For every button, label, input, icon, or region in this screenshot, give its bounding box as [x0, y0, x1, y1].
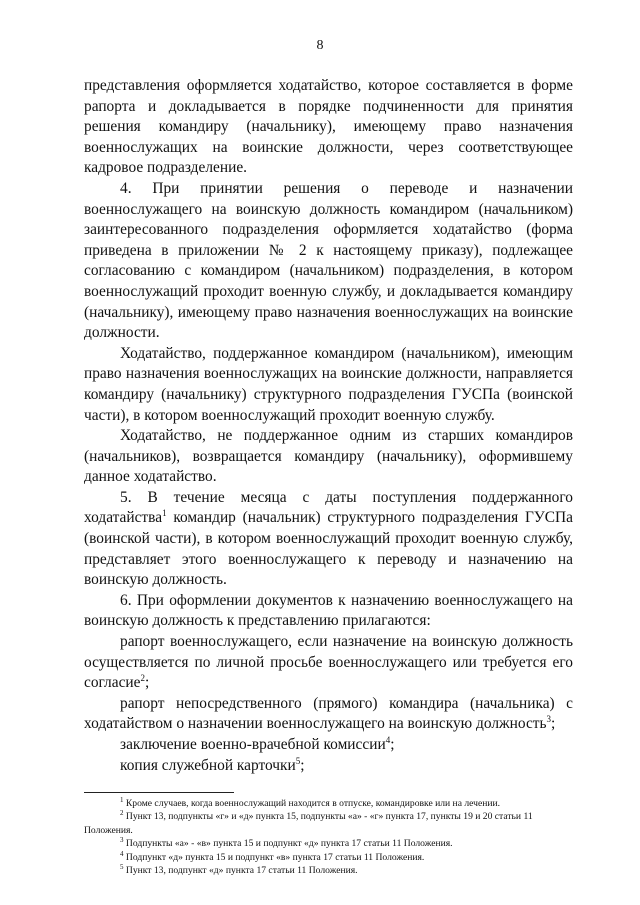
- paragraph: [84, 179, 573, 344]
- paragraph-text-tail: ;: [390, 736, 395, 753]
- page-number: 8: [316, 38, 324, 53]
- paragraph-text: рапорт непосредственного (прямого) командира (начальника) с ходатайством о назначении военнослужащего на воинскую должность: [84, 694, 573, 733]
- footnote: [84, 864, 573, 877]
- paragraph-text: заключение военно-врачебной комиссии: [120, 736, 386, 753]
- footnote-ref: 3: [546, 714, 552, 725]
- footnote-number: 4: [120, 849, 124, 858]
- paragraph: [84, 488, 573, 591]
- paragraph-text-tail: ;: [551, 715, 556, 733]
- footnote-text: Подпункт «д» пункта 15 и подпункт «в» пункта 17 статьи 11 Положения.: [123, 851, 425, 863]
- paragraph-text: 4. При принятии решения о переводе и назначении военнослужащего на воинскую должность командиром (начальником) заинтересованного подразделения оформляется ходатайство (форма приведена в приложении № 2 к настоящему приказу), подлежащее согласованию с командиром (начальником) подразделения, в котором военнослужащий проходит военную службу, и докладывается командиру (начальнику), имеющему право назначения военнослужащих на воинские должности.: [84, 179, 573, 342]
- footnote: [84, 797, 573, 810]
- footnote: [84, 810, 573, 837]
- paragraph: [84, 426, 573, 488]
- footnote-text: Пункт 13, подпункты «г» и «д» пункта 15, подпункты «а» - «г» пункта 17, пункты 19 и 20 статьи 11 Положения.: [84, 811, 533, 836]
- footnote-text: Кроме случаев, когда военнослужащий находится в отпуске, командировке или на лечении.: [123, 798, 501, 809]
- footnote-number: 5: [120, 862, 124, 871]
- paragraph-text: копия служебной карточки: [120, 756, 296, 774]
- paragraph-text: рапорт военнослужащего, если назначение на воинскую должность осуществляется по личной просьбе военнослужащего или требуется его согласие: [84, 633, 573, 692]
- paragraph-text: Ходатайство, поддержанное командиром (начальником), имеющим право назначения военнослужащих на воинские должности, направляется командиру (начальнику) структурного подразделения ГУСПа (воинской части), в котором военнослужащий проходит военную службу.: [84, 344, 573, 424]
- footnote: [84, 851, 573, 864]
- footnote-number: 1: [120, 795, 124, 804]
- paragraph-text-tail: командир (начальник) структурного подразделения ГУСПа (воинской части), в котором военнослужащий проходит военную службу, представляет этого военнослужащего к переводу и назначению на воинскую должность.: [84, 509, 573, 589]
- paragraph: [84, 694, 573, 735]
- footnote-number: 3: [120, 836, 124, 845]
- footnote: [84, 837, 573, 850]
- paragraph: [84, 344, 573, 426]
- footnote-text: Пункт 13, подпункт «д» пункта 17 статьи 11 Положения.: [123, 865, 358, 877]
- paragraph-text: 6. При оформлении документов к назначению военнослужащего на воинскую должность к представлению прилагаются:: [84, 591, 573, 630]
- footnote-ref: 5: [295, 755, 301, 766]
- body-text: [84, 76, 573, 776]
- paragraph-text-tail: ;: [144, 674, 150, 692]
- paragraph: [84, 756, 573, 777]
- paragraph: [84, 632, 573, 694]
- footnote-divider: [84, 792, 234, 793]
- footnotes: [84, 797, 573, 877]
- footnote-number: 2: [120, 809, 124, 818]
- footnote-text: Подпункты «а» - «в» пункта 15 и подпункт «д» пункта 17 статьи 11 Положения.: [123, 838, 453, 850]
- paragraph: [84, 591, 573, 632]
- paragraph-text-tail: ;: [300, 756, 305, 774]
- paragraph: [84, 735, 573, 756]
- footnote-ref: 2: [140, 673, 145, 684]
- footnote-ref: 4: [385, 734, 391, 745]
- paragraph-text: представления оформляется ходатайство, которое составляется в форме рапорта и докладывается в порядке подчиненности для принятия решения командиру (начальнику), имеющему право назначения военнослужащих на воинские должности, через соответствующее кадровое подразделение.: [84, 77, 573, 177]
- footnote-ref: 1: [162, 508, 167, 519]
- paragraph-text: 5. В течение месяца с даты поступления поддержанного ходатайства: [84, 488, 573, 527]
- paragraph: [84, 76, 573, 179]
- paragraph-text: Ходатайство, не поддержанное одним из старших командиров (начальников), возвращается командиру (начальнику), оформившему данное ходатайство.: [84, 427, 573, 486]
